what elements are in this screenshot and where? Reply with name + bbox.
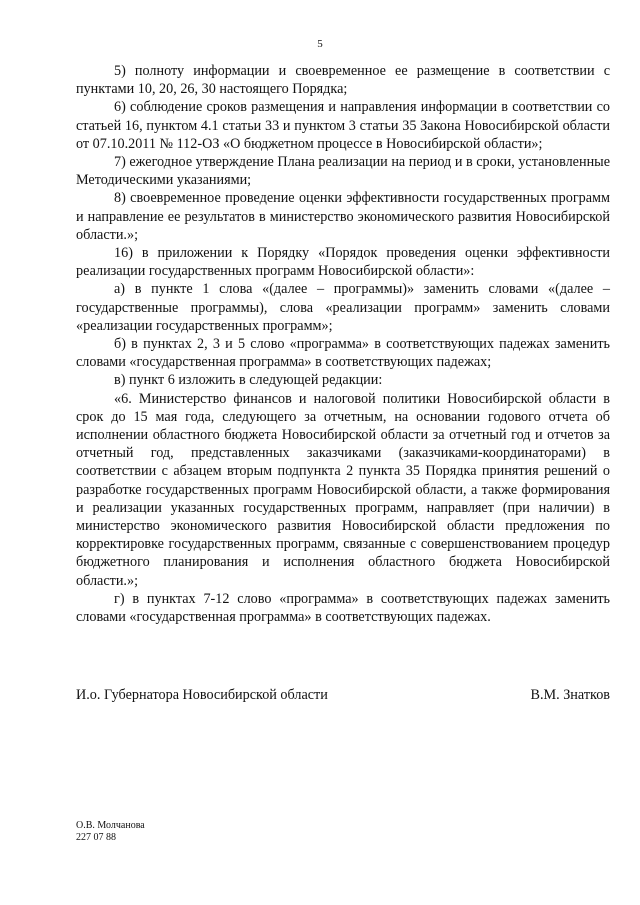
document-body [76,62,610,626]
paragraph-subitem-a: а) в пункте 1 слова «(далее – программы)» заменить словами «(далее – государственные программы), слова «реализации программ» заменить словами «реализации государственных программ»; [76,281,610,334]
signatory-name: В.М. Знатков [530,687,610,703]
paragraph-item-5: 5) полноту информации и своевременное ее размещение в соответствии с пунктами 10, 20, 26, 30 настоящего Порядка; [76,63,610,98]
executor-name: О.В. Молчанова [76,820,145,831]
paragraph-item-8: 8) своевременное проведение оценки эффективности государственных программ и направление ее результатов в министерство экономического развития Новосибирской области.»; [76,190,610,243]
paragraph-item-6: 6) соблюдение сроков размещения и направления информации в соответствии со статьей 16, пунктом 4.1 статьи 33 и пунктом 3 статьи 35 Закона Новосибирской области от 07.10.2011 № 112-ОЗ «О бюджетном процессе в Новосибирской области»; [76,99,610,152]
paragraph-quoted-point-6: «6. Министерство финансов и налоговой политики Новосибирской области в срок до 15 мая года, следующего за отчетным, на основании годового отчета об исполнении областного бюджета Новосибирской области за отчетный год и отчетов за отчетный год, представленных заказчиками (заказчиками-координаторами) в соответствии с абзацем вторым подпункта 2 пункта 35 Порядка принятия решений о разработке государственных программ Новосибирской области, а также формирования и реализации указанных государственных программ, направляет (при наличии) в министерство экономического развития Новосибирской области предложения по корректировке государственных программ, связанные с совершенствованием процедур бюджетного планирования и исполнения областного бюджета Новосибирской области.»; [76,390,610,589]
executor-phone: 227 07 88 [76,832,116,843]
signatory-position: И.о. Губернатора Новосибирской области [76,687,328,703]
paragraph-item-7: 7) ежегодное утверждение Плана реализации на период и в сроки, установленные Методическими указаниями; [76,154,610,189]
paragraph-subitem-b: б) в пунктах 2, 3 и 5 слово «программа» в соответствующих падежах заменить словами «государственная программа» в соответствующих падежах; [76,336,610,371]
paragraph-subitem-g: г) в пунктах 7-12 слово «программа» в соответствующих падежах заменить словами «государственная программа» в соответствующих падежах. [76,590,610,626]
page-number: 5 [317,38,323,50]
executor-block [76,820,145,844]
paragraph-item-16: 16) в приложении к Порядку «Порядок проведения оценки эффективности реализации государственных программ Новосибирской области»: [76,245,610,280]
paragraph-subitem-v: в) пункт 6 изложить в следующей редакции: [114,372,383,389]
